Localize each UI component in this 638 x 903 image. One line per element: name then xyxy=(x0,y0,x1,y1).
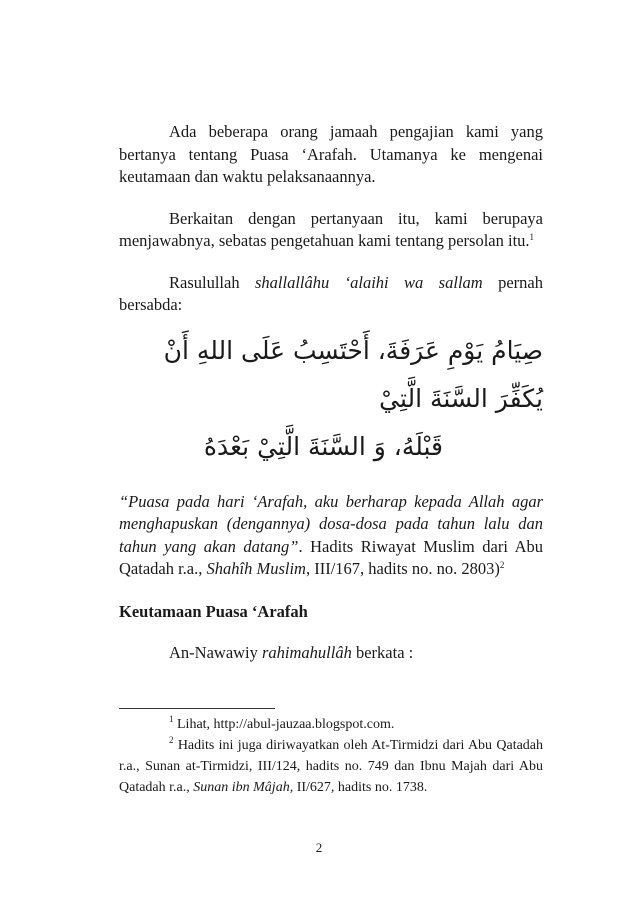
footnote-1-text: Lihat, http://abul-jauzaa.blogspot.com. xyxy=(177,717,395,732)
section-intro-lead: An-Nawawiy xyxy=(169,642,263,662)
footnote-ref-2: 2 xyxy=(499,560,505,570)
footnote-ref-1: 1 xyxy=(529,232,535,242)
footnote-2-number: 2 xyxy=(169,735,174,745)
footnote-1-number: 1 xyxy=(169,714,174,724)
translation-source: Shahîh Muslim xyxy=(206,559,306,578)
page-number: 2 xyxy=(315,840,323,855)
paragraph-response xyxy=(119,208,543,253)
paragraph-intro: Ada beberapa orang jamaah pengajian kami yang bertanya tentang Puasa ‘Arafah. Utamanya ke mengenai keutamaan dan waktu pelaksanaannya. xyxy=(119,122,543,186)
body-text-block xyxy=(119,121,543,664)
hadith-arabic xyxy=(119,327,543,471)
footnotes xyxy=(119,714,543,798)
section-heading: Keutamaan Puasa ‘Arafah xyxy=(119,601,308,621)
hadith-arabic-line-2: قَبْلَهُ، وَ السَّنَةَ الَّتِيْ بَعْدَهُ xyxy=(203,431,443,461)
footnote-2-text-tail: , II/627, hadits no. 1738. xyxy=(289,780,428,795)
section-intro xyxy=(119,642,543,665)
translation-italic: “Puasa pada hari ‘Arafah, aku berharap kepada Allah agar menghapuskan (dengannya) dosa-dosa pada tahun lalu dan tahun yang akan datang” xyxy=(119,491,543,556)
honorific-phrase: shallallâhu ‘alaihi wa sallam xyxy=(254,272,483,292)
footnote-1 xyxy=(119,714,543,735)
footnote-2-source: Sunan ibn Mâjah xyxy=(193,780,290,795)
section-intro-tail: berkata : xyxy=(351,642,414,662)
translation-citation-tail: , III/167, hadits no. no. 2803) xyxy=(305,559,500,578)
section-intro-honorific: rahimahullâh xyxy=(262,642,352,662)
footnote-divider xyxy=(119,708,275,709)
hadith-intro-lead: Rasulullah xyxy=(169,272,255,292)
paragraph-hadith-intro xyxy=(119,272,543,317)
hadith-intro-tail: pernah bersabda: xyxy=(119,272,543,314)
footnote-2-text: Hadits ini juga diriwayatkan oleh At-Tirmidzi dari Abu Qatadah r.a., Sunan at-Tirmidzi, III/124, hadits no. 749 dan Ibnu Majah dari Abu Qatadah r.a., xyxy=(119,738,544,795)
hadith-arabic-line-1: صِيَامُ يَوْمِ عَرَفَةَ، أَحْتَسِبُ عَلَى اللهِ أَنْ يُكَفِّرَ السَّنَةَ الَّتِيْ xyxy=(163,335,543,413)
paragraph-response-text: Berkaitan dengan pertanyaan itu, kami berupaya menjawabnya, sebatas pengetahuan kami tentang persolan itu. xyxy=(119,208,543,250)
translation-citation: . Hadits Riwayat Muslim dari Abu Qatadah r.a., xyxy=(119,536,543,578)
footnote-2 xyxy=(119,735,543,798)
hadith-translation xyxy=(119,491,543,581)
